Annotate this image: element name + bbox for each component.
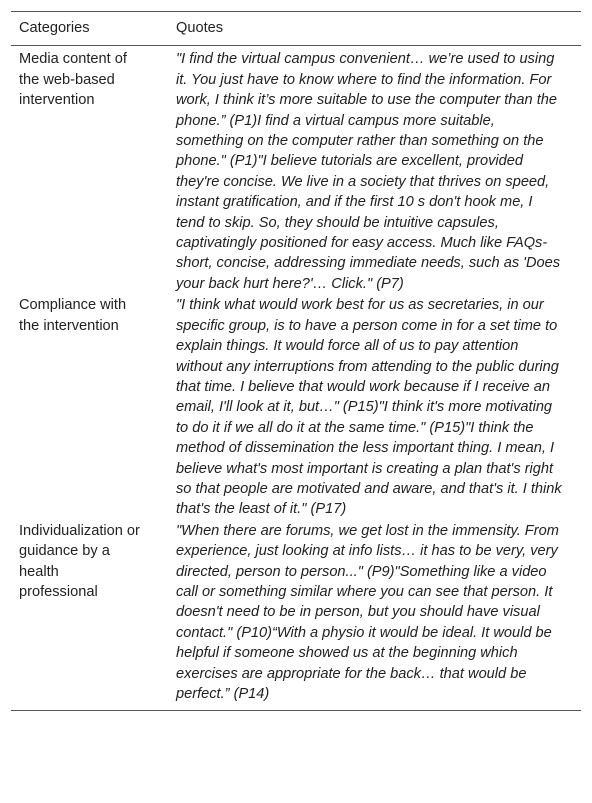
- quote-cell: "I think what would work best for us as secretaries, in our specific group, is to have a person come in for a set time to explain things. It would force all of us to pay attention without any interruptions from attending to the public during that time. I believe that would work because if I receive an email, I'll look at it, but…" (P15)"I think it's more motivating to do it if we all do it at the same time." (P15)"I think the method of dissemination the less important thing. I mean, I believe what's most important is creating a plan that's right so that people are motivated and aware, and that's it. I think that's the least of it." (P17): [176, 297, 562, 518]
- table-row: [11, 520, 581, 711]
- table-row: [11, 294, 581, 519]
- quote-cell: "When there are forums, we get lost in the immensity. From experience, just looking at info lists… it has to be very, very directed, person to person..." (P9)"Something like a video call or something similar where you can see that person. It doesn't need to be in person, but you should have visual contact." (P10)“With a physio it would be ideal. It would be helpful if someone showed us at the beginning which exercises are appropriate for the back… that would be perfect.” (P14): [168, 520, 581, 711]
- quotes-table: [11, 11, 581, 711]
- table-body: [11, 46, 581, 711]
- quote-cell: "I find the virtual campus convenient… we’re used to using it. You just have to know where to find the information. For work, I think it’s more suitable to use the computer than the phone.” (P1)I find a virtual campus more suitable, something on the computer rather than something on the phone." (P1)"I believe tutorials are excellent, provided they're concise. We live in a society that thrives on speed, instant gratification, and if the first 10 s don't hook me, I tend to skip. So, they should be intuitive capsules, captivatingly positioned for easy access. Much like FAQs-short, concise, addressing immediate needs, such as 'Does your back hurt here?'… Click." (P7): [176, 51, 561, 292]
- table-header: [11, 12, 581, 46]
- category-cell: Media content of the web-based intervention: [19, 51, 127, 109]
- quotes-table-container: [11, 11, 581, 711]
- table-row: [11, 46, 581, 294]
- header-quotes: Quotes: [168, 12, 581, 46]
- header-categories: Categories: [11, 12, 168, 46]
- category-cell: Individualization or guidance by a health professional: [11, 520, 168, 711]
- header-row: [11, 12, 581, 46]
- category-cell: Compliance with the intervention: [19, 297, 127, 334]
